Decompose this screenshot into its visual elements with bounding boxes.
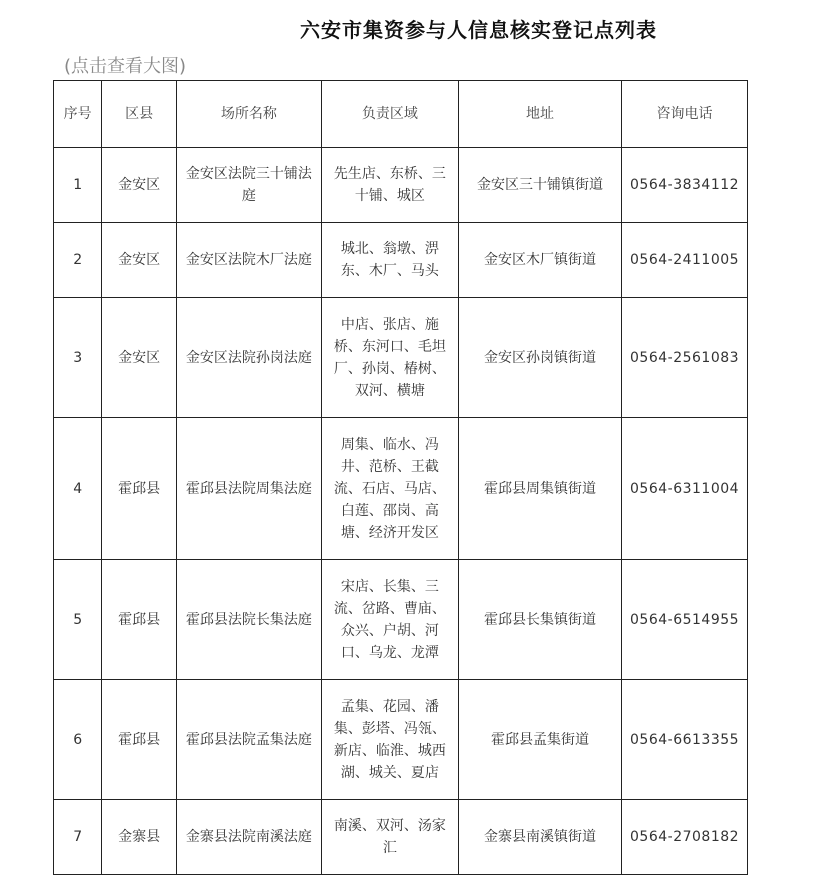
- table-row: [54, 223, 748, 298]
- cell-address: 金安区三十铺镇街道: [458, 148, 621, 223]
- cell-address: 金安区孙岗镇街道: [458, 298, 621, 418]
- cell-address: 金安区木厂镇街道: [458, 223, 621, 298]
- cell-venue-name: 金寨县法院南溪法庭: [176, 800, 321, 875]
- cell-responsible-area: 南溪、双河、汤家汇: [321, 800, 458, 875]
- table-row: [54, 148, 748, 223]
- cell-address: 霍邱县周集镇街道: [458, 418, 621, 560]
- cell-index: 3: [54, 298, 102, 418]
- cell-phone: 0564-6514955: [622, 560, 748, 680]
- cell-county: 霍邱县: [102, 418, 177, 560]
- cell-responsible-area: 城北、翁墩、淠东、木厂、马头: [321, 223, 458, 298]
- cell-phone: 0564-2561083: [622, 298, 748, 418]
- cell-venue-name: 金安区法院孙岗法庭: [176, 298, 321, 418]
- table-row: [54, 298, 748, 418]
- table-row: [54, 680, 748, 800]
- header-venue-name: 场所名称: [176, 81, 321, 148]
- cell-phone: 0564-6311004: [622, 418, 748, 560]
- cell-venue-name: 金安区法院木厂法庭: [176, 223, 321, 298]
- cell-phone: 0564-2411005: [622, 223, 748, 298]
- cell-index: 5: [54, 560, 102, 680]
- cell-index: 4: [54, 418, 102, 560]
- cell-county: 霍邱县: [102, 680, 177, 800]
- cell-index: 1: [54, 148, 102, 223]
- cell-venue-name: 霍邱县法院长集法庭: [176, 560, 321, 680]
- cell-responsible-area: 周集、临水、冯井、范桥、王截流、石店、马店、白莲、邵岗、高塘、经济开发区: [321, 418, 458, 560]
- header-responsible-area: 负责区域: [321, 81, 458, 148]
- cell-responsible-area: 先生店、东桥、三十铺、城区: [321, 148, 458, 223]
- table-row: [54, 800, 748, 875]
- cell-county: 金寨县: [102, 800, 177, 875]
- cell-address: 金寨县南溪镇街道: [458, 800, 621, 875]
- cell-address: 霍邱县孟集街道: [458, 680, 621, 800]
- table-row: [54, 418, 748, 560]
- table-header-row: [54, 81, 748, 148]
- cell-venue-name: 金安区法院三十铺法庭: [176, 148, 321, 223]
- cell-venue-name: 霍邱县法院周集法庭: [176, 418, 321, 560]
- page-title: 六安市集资参与人信息核实登记点列表: [300, 18, 657, 42]
- header-phone: 咨询电话: [622, 81, 748, 148]
- cell-index: 6: [54, 680, 102, 800]
- view-large-image-link[interactable]: (点击查看大图): [64, 56, 187, 77]
- cell-county: 金安区: [102, 148, 177, 223]
- header-county: 区县: [102, 81, 177, 148]
- table-row: [54, 560, 748, 680]
- cell-phone: 0564-3834112: [622, 148, 748, 223]
- cell-county: 霍邱县: [102, 560, 177, 680]
- cell-venue-name: 霍邱县法院孟集法庭: [176, 680, 321, 800]
- cell-index: 7: [54, 800, 102, 875]
- cell-index: 2: [54, 223, 102, 298]
- header-index: 序号: [54, 81, 102, 148]
- cell-responsible-area: 宋店、长集、三流、岔路、曹庙、众兴、户胡、河口、乌龙、龙潭: [321, 560, 458, 680]
- cell-responsible-area: 孟集、花园、潘集、彭塔、冯瓴、新店、临淮、城西湖、城关、夏店: [321, 680, 458, 800]
- cell-phone: 0564-6613355: [622, 680, 748, 800]
- cell-county: 金安区: [102, 223, 177, 298]
- cell-address: 霍邱县长集镇街道: [458, 560, 621, 680]
- cell-county: 金安区: [102, 298, 177, 418]
- cell-phone: 0564-2708182: [622, 800, 748, 875]
- cell-responsible-area: 中店、张店、施桥、东河口、毛坦厂、孙岗、椿树、双河、横塘: [321, 298, 458, 418]
- header-address: 地址: [458, 81, 621, 148]
- registration-points-table: [53, 80, 748, 875]
